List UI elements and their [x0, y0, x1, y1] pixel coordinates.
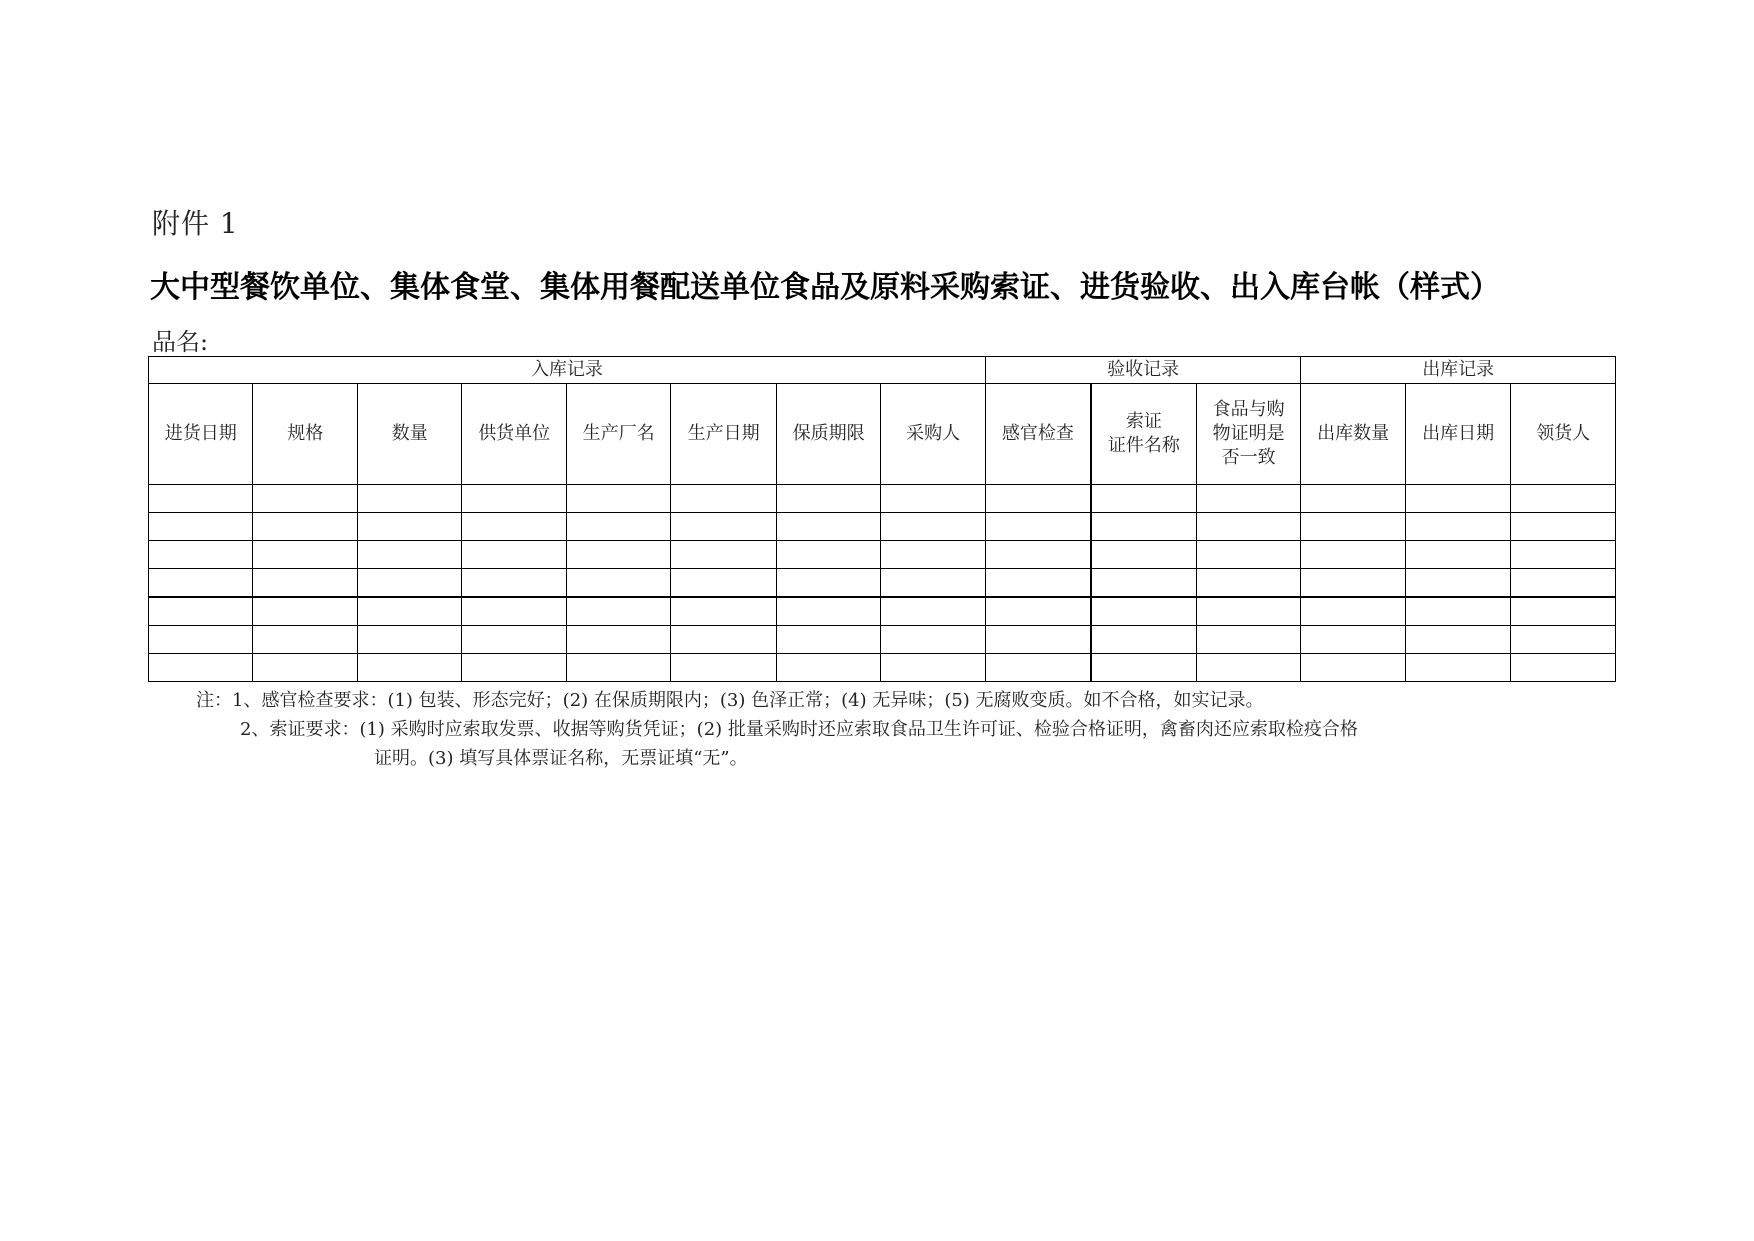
table-cell [1511, 569, 1616, 598]
note-sensory-requirements: 注：1、感官检查要求：(1) 包装、形态完好；(2) 在保质期限内；(3) 色泽正常；(4) 无异味；(5) 无腐败变质。如不合格，如实记录。 [196, 690, 1264, 711]
table-row [149, 513, 1616, 541]
product-name-label: 品名: [152, 328, 209, 356]
table-cell [1196, 485, 1301, 513]
table-cell [566, 485, 670, 513]
table-cell [566, 626, 670, 654]
note-certificate-requirements-cont: 证明。(3) 填写具体票证名称，无票证填“无”。 [374, 748, 748, 769]
group-header-inbound: 入库记录 [149, 357, 986, 384]
table-cell [357, 569, 461, 598]
attachment-label: 附件 1 [152, 207, 239, 240]
table-cell [566, 597, 670, 626]
table-cell [1196, 569, 1301, 598]
table-cell [253, 654, 357, 682]
table-cell [985, 654, 1091, 682]
table-cell [1511, 513, 1616, 541]
table-cell [1301, 626, 1405, 654]
column-header: 食品与购 物证明是 否一致 [1196, 384, 1301, 485]
table-row [149, 485, 1616, 513]
table-cell [985, 513, 1091, 541]
table-cell [253, 513, 357, 541]
table-cell [462, 513, 566, 541]
table-row [149, 569, 1616, 598]
table-cell [357, 597, 461, 626]
column-header: 生产日期 [671, 384, 777, 485]
table-cell [357, 485, 461, 513]
table-cell [671, 541, 777, 569]
ledger-table [148, 356, 1616, 682]
table-cell [357, 541, 461, 569]
table-cell [881, 485, 985, 513]
table-cell [357, 513, 461, 541]
table-cell [253, 541, 357, 569]
table-cell [1511, 485, 1616, 513]
table-row [149, 597, 1616, 626]
table-cell [253, 485, 357, 513]
column-header: 进货日期 [149, 384, 253, 485]
group-header-outbound: 出库记录 [1301, 357, 1616, 384]
table-cell [985, 569, 1091, 598]
table-cell [149, 513, 253, 541]
table-cell [881, 626, 985, 654]
column-header: 出库数量 [1301, 384, 1405, 485]
table-cell [776, 513, 880, 541]
group-header-inspection: 验收记录 [985, 357, 1301, 384]
table-cell [1301, 569, 1405, 598]
document-title: 大中型餐饮单位、集体食堂、集体用餐配送单位食品及原料采购索证、进货验收、出入库台帐（样式） [150, 270, 1500, 305]
table-cell [1196, 597, 1301, 626]
table-cell [985, 485, 1091, 513]
table-cell [1405, 569, 1511, 598]
table-cell [462, 626, 566, 654]
table-cell [1301, 541, 1405, 569]
table-cell [1196, 626, 1301, 654]
table-cell [462, 597, 566, 626]
table-cell [1405, 485, 1511, 513]
table-cell [149, 597, 253, 626]
column-header: 规格 [253, 384, 357, 485]
column-header: 领货人 [1511, 384, 1616, 485]
table-cell [1091, 513, 1197, 541]
column-header: 生产厂名 [566, 384, 670, 485]
table-row [149, 541, 1616, 569]
table-cell [1091, 654, 1197, 682]
table-cell [671, 597, 777, 626]
table-cell [1091, 569, 1197, 598]
table-cell [1091, 597, 1197, 626]
column-header: 保质期限 [776, 384, 880, 485]
table-cell [1196, 541, 1301, 569]
table-cell [1301, 513, 1405, 541]
column-header: 采购人 [881, 384, 985, 485]
column-header: 供货单位 [462, 384, 566, 485]
table-cell [881, 597, 985, 626]
table-cell [985, 597, 1091, 626]
table-cell [253, 569, 357, 598]
table-cell [985, 626, 1091, 654]
table-cell [1301, 485, 1405, 513]
column-header: 出库日期 [1405, 384, 1511, 485]
table-cell [357, 626, 461, 654]
table-cell [881, 541, 985, 569]
table-cell [357, 654, 461, 682]
table-cell [149, 654, 253, 682]
table-cell [462, 541, 566, 569]
table-cell [1405, 626, 1511, 654]
table-cell [1511, 626, 1616, 654]
table-cell [776, 541, 880, 569]
table-cell [462, 654, 566, 682]
table-cell [149, 626, 253, 654]
table-cell [149, 485, 253, 513]
table-cell [149, 541, 253, 569]
table-cell [1511, 654, 1616, 682]
table-cell [881, 569, 985, 598]
table-cell [149, 569, 253, 598]
table-cell [881, 513, 985, 541]
column-header: 感官检查 [985, 384, 1091, 485]
table-cell [985, 541, 1091, 569]
table-cell [1405, 513, 1511, 541]
table-cell [566, 569, 670, 598]
table-cell [1405, 597, 1511, 626]
column-header: 数量 [357, 384, 461, 485]
table-cell [253, 597, 357, 626]
table-cell [776, 485, 880, 513]
table-cell [776, 654, 880, 682]
table-cell [462, 569, 566, 598]
table-cell [1091, 626, 1197, 654]
table-cell [671, 654, 777, 682]
table-cell [1196, 513, 1301, 541]
table-cell [1405, 654, 1511, 682]
table-cell [671, 569, 777, 598]
table-cell [566, 513, 670, 541]
table-cell [462, 485, 566, 513]
table-cell [776, 626, 880, 654]
table-row [149, 626, 1616, 654]
table-cell [1091, 541, 1197, 569]
table-cell [566, 654, 670, 682]
note-certificate-requirements: 2、索证要求：(1) 采购时应索取发票、收据等购货凭证；(2) 批量采购时还应索取食品卫生许可证、检验合格证明，禽畜肉还应索取检疫合格 [240, 719, 1358, 740]
column-header: 索证 证件名称 [1091, 384, 1197, 485]
table-cell [1301, 597, 1405, 626]
table-cell [253, 626, 357, 654]
table-cell [776, 569, 880, 598]
table-cell [671, 485, 777, 513]
table-cell [1511, 541, 1616, 569]
table-cell [776, 597, 880, 626]
table-cell [671, 513, 777, 541]
table-cell [1511, 597, 1616, 626]
table-cell [566, 541, 670, 569]
table-cell [1196, 654, 1301, 682]
table-cell [671, 626, 777, 654]
table-cell [1405, 541, 1511, 569]
table-cell [881, 654, 985, 682]
table-row [149, 654, 1616, 682]
table-cell [1091, 485, 1197, 513]
table-cell [1301, 654, 1405, 682]
